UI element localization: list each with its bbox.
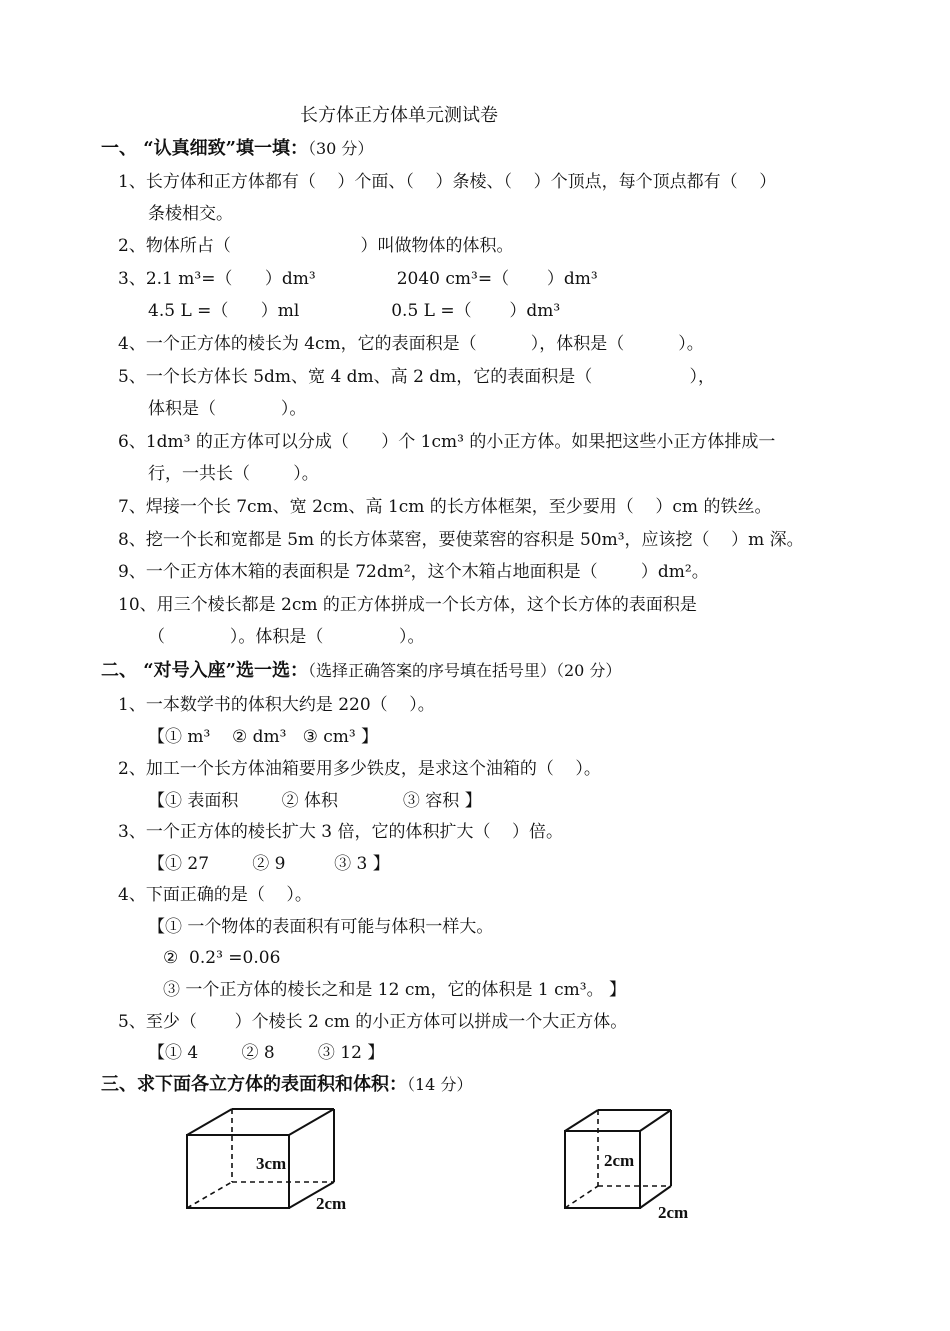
section-3-points: （14 分）: [407, 1075, 473, 1094]
q1-8: 8、挖一个长和宽都是 5m 的长方体菜窖，要使菜窖的容积是 50m³，应该挖（ ）m 深。: [118, 530, 804, 550]
section-1-title: 一、 “认真细致”填一填：: [101, 138, 308, 159]
cuboid-figure: [180, 1100, 360, 1220]
q2-3-options: 【① 27 ② 9 ③ 3 】: [148, 854, 390, 874]
q2-4: 4、下面正确的是（ ）。: [118, 885, 312, 905]
section-3-heading: [101, 1074, 472, 1096]
q2-4-option-3: ③ 一个正方体的棱长之和是 12 cm，它的体积是 1 cm³。 】: [163, 980, 626, 1000]
q1-2: 2、物体所占（ ）叫做物体的体积。: [118, 236, 514, 256]
q1-6: 6、1dm³ 的正方体可以分成（ ）个 1cm³ 的小正方体。如果把这些小正方体排成一: [118, 432, 776, 452]
q2-1: 1、一本数学书的体积大约是 220（ ）。: [118, 695, 435, 715]
cuboid-hidden-edge: [187, 1182, 232, 1208]
q2-5-options: 【① 4 ② 8 ③ 12 】: [148, 1043, 385, 1063]
q2-4-option-1: 【① 一个物体的表面积有可能与体积一样大。: [148, 917, 494, 937]
section-1-points: （30 分）: [307, 139, 374, 158]
q1-4: 4、一个正方体的棱长为 4cm，它的表面积是（ ），体积是（ ）。: [118, 334, 704, 354]
q2-1-options: 【① m³ ② dm³ ③ cm³ 】: [148, 727, 379, 747]
q2-3: 3、一个正方体的棱长扩大 3 倍，它的体积扩大（ ）倍。: [118, 822, 564, 842]
page-title: 长方体正方体单元测试卷: [300, 105, 498, 126]
cuboid-edge: [289, 1109, 334, 1135]
cube-edge: [640, 1110, 671, 1131]
cuboid-height-label: 3cm: [256, 1154, 287, 1173]
section-2-title: 二、 “对号入座”选一选：: [101, 660, 308, 681]
cuboid-edge: [187, 1109, 232, 1135]
q1-10-cont: （ ）。体积是（ ）。: [148, 627, 425, 647]
q1-6-cont: 行，一共长（ ）。: [148, 464, 319, 484]
q1-10: 10、用三个棱长都是 2cm 的正方体拼成一个长方体，这个长方体的表面积是: [118, 595, 697, 615]
cube-depth-label: 2cm: [658, 1203, 689, 1222]
cube-figure: [558, 1102, 708, 1227]
q2-5: 5、至少（ ）个棱长 2 cm 的小正方体可以拼成一个大正方体。: [118, 1012, 628, 1032]
section-2-heading: [101, 660, 621, 682]
q1-7: 7、焊接一个长 7cm、宽 2cm、高 1cm 的长方体框架，至少要用（ ）cm 的铁丝。: [118, 497, 772, 517]
q1-3: 3、2.1 m³=（ ）dm³ 2040 cm³=（ ）dm³: [118, 269, 598, 289]
q1-5-cont: 体积是（ ）。: [148, 399, 307, 419]
q2-2: 2、加工一个长方体油箱要用多少铁皮，是求这个油箱的（ ）。: [118, 759, 601, 779]
q2-4-option-2: ② 0.2³ =0.06: [163, 948, 281, 968]
q1-1: 1、长方体和正方体都有（ ）个面、（ ）条棱、（ ）个顶点，每个顶点都有（ ）: [118, 172, 777, 192]
cube-height-label: 2cm: [604, 1151, 635, 1170]
q1-1-cont: 条棱相交。: [148, 204, 233, 224]
q1-3-cont: 4.5 L =（ ）ml 0.5 L =（ ）dm³: [148, 301, 561, 321]
section-2-points: （选择正确答案的序号填在括号里）（20 分）: [307, 661, 622, 680]
cube-edge: [565, 1110, 598, 1131]
cuboid-depth-label: 2cm: [316, 1194, 347, 1213]
q2-2-options: 【① 表面积 ② 体积 ③ 容积 】: [148, 791, 482, 811]
cube-hidden-edge: [565, 1186, 598, 1208]
q1-9: 9、一个正方体木箱的表面积是 72dm²，这个木箱占地面积是（ ）dm²。: [118, 562, 709, 582]
q1-5: 5、一个长方体长 5dm、宽 4 dm、高 2 dm，它的表面积是（ ），: [118, 367, 716, 387]
section-3-title: 三、求下面各立方体的表面积和体积：: [101, 1074, 407, 1095]
section-1-heading: [101, 138, 373, 160]
